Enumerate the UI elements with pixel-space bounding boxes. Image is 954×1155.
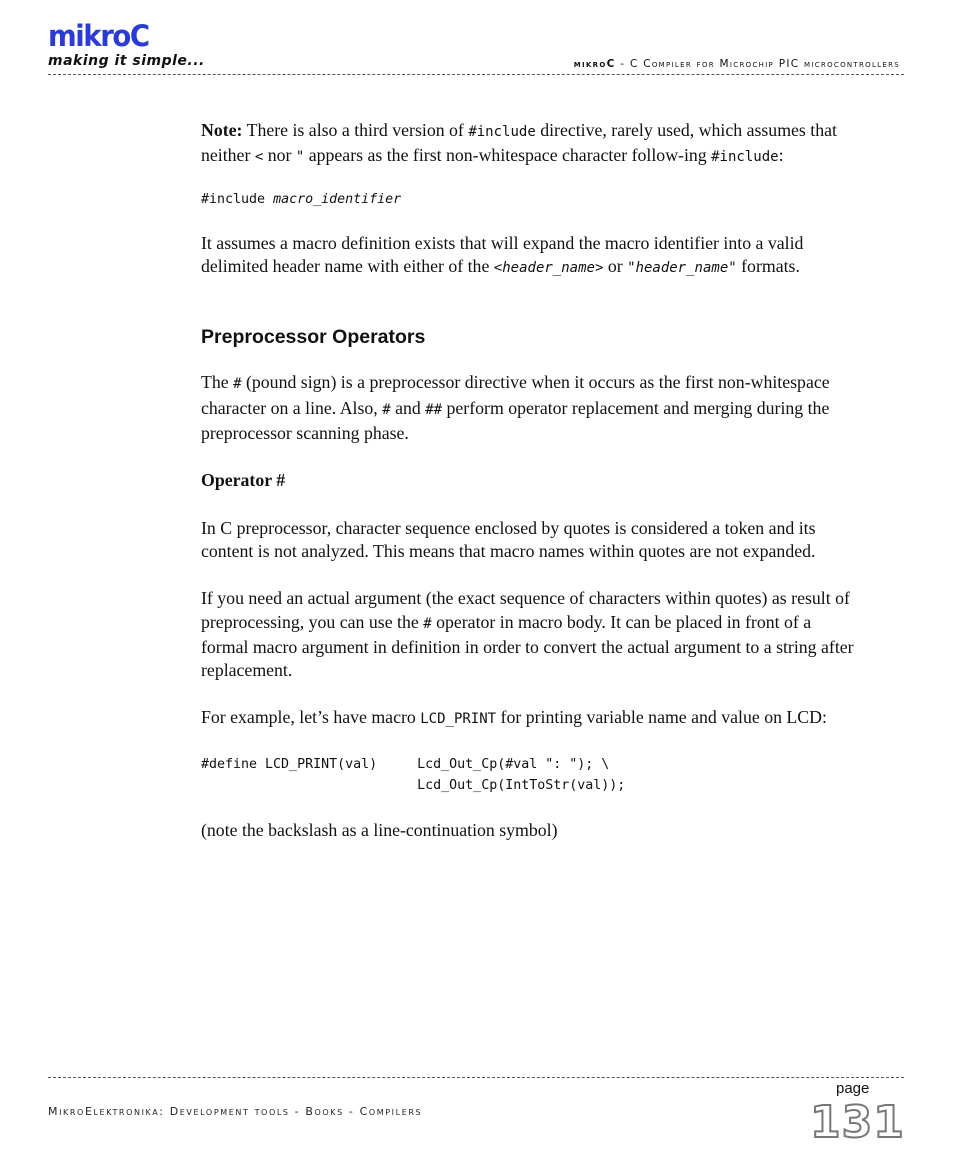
inline-code: # — [233, 376, 242, 393]
code-line: #define LCD_PRINT(val) Lcd_Out_Cp(#val ": "); \ — [201, 756, 610, 772]
brand-tagline: making it simple... — [48, 53, 205, 69]
text-run: It assumes a macro definition exists that will expand the macro identifier into a valid delimited header name with either of the — [201, 232, 804, 276]
page-label: page — [836, 1080, 870, 1097]
text-run: or — [603, 255, 628, 276]
code-argument: macro_identifier — [273, 191, 402, 207]
inline-code: header_name — [635, 259, 729, 276]
inline-code: " — [728, 259, 737, 276]
inline-code: # — [423, 615, 432, 632]
header-divider — [48, 74, 904, 75]
inline-code: > — [594, 259, 604, 276]
text-run: directive, rarely used, which assumes that neither — [201, 120, 837, 166]
text-run: For example, let’s have macro — [201, 707, 421, 728]
inline-code: " — [627, 259, 636, 276]
running-header — [574, 58, 900, 70]
page-number: 131 — [810, 1097, 905, 1148]
footer-divider — [48, 1077, 904, 1078]
text-run: perform operator replacement and merging during the preprocessor scanning phase. — [201, 397, 830, 444]
text-run: (pound sign) is a preprocessor directive when it occurs as the first non-whitespace character on a line. Also, — [201, 372, 830, 418]
text-run: nor — [263, 145, 296, 166]
brand-logo: mikroC — [48, 19, 149, 53]
inline-code: # — [382, 401, 391, 418]
text-run: If you need an actual argument (the exact sequence of characters within quotes) as result of preprocessing, you can use the — [201, 588, 850, 632]
running-header-rest: - C Compiler for Microchip PIC microcontrollers — [615, 58, 900, 70]
text-run: operator in macro body. It can be placed in front of a formal macro argument in definition in order to convert the actual argument to a string after replacement. — [201, 611, 854, 681]
text-run: appears as the first non-whitespace character follow-ing — [304, 145, 712, 166]
footer-text: MikroElektronika: Development tools - Books - Compilers — [48, 1105, 423, 1118]
inline-code: #include — [468, 124, 536, 140]
code-directive: #include — [201, 191, 274, 207]
token-paragraph: In C preprocessor, character sequence enclosed by quotes is considered a token and its content is not analyzed. This means that macro names within quotes are not expanded. — [201, 517, 816, 561]
include-code-block — [201, 189, 861, 210]
text-run: formats. — [736, 255, 800, 276]
note-paragraph — [201, 119, 861, 170]
running-header-brand: mikroC — [573, 58, 616, 70]
section-title: Preprocessor Operators — [201, 326, 426, 349]
operator-subtitle: Operator # — [201, 470, 286, 491]
inline-code: LCD_PRINT — [420, 711, 497, 728]
inline-code: < — [254, 149, 264, 166]
inline-code: ## — [425, 401, 443, 418]
inline-code: #include — [711, 149, 779, 166]
operators-paragraph — [201, 371, 861, 445]
argument-paragraph — [201, 587, 861, 682]
inline-code: " — [295, 149, 305, 166]
define-code-block — [201, 754, 861, 796]
inline-code: header_name — [502, 259, 595, 276]
text-run: : — [778, 145, 784, 166]
text-run: for printing variable name and value on LCD: — [496, 707, 827, 728]
page-content — [201, 119, 861, 842]
text-run: The — [201, 372, 234, 393]
text-run: and — [390, 397, 426, 418]
inline-code: < — [493, 259, 503, 276]
note-label: Note: — [201, 120, 243, 140]
assume-paragraph — [201, 232, 861, 281]
backslash-note: (note the backslash as a line-continuation symbol) — [201, 819, 558, 840]
code-line: Lcd_Out_Cp(IntToStr(val)); — [201, 777, 626, 793]
text-run: There is also a third version of — [242, 120, 469, 140]
example-paragraph — [201, 706, 861, 731]
